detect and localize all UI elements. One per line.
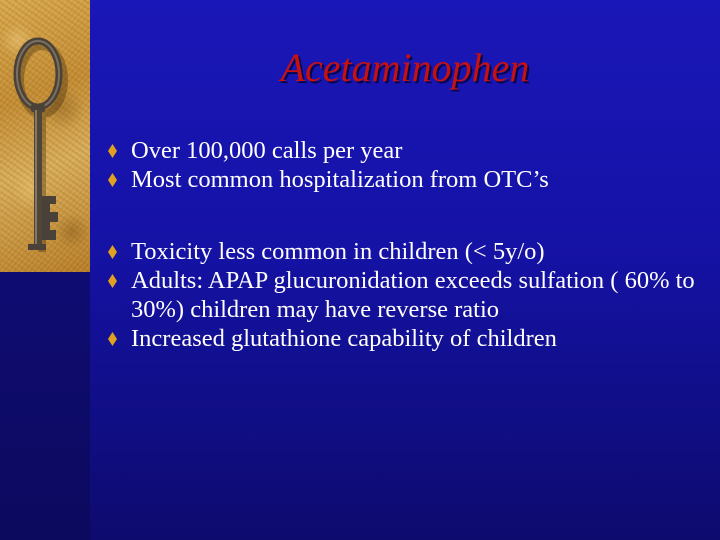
bullet-item: [108, 136, 708, 165]
key-image: [0, 0, 90, 272]
bullet-text: Adults: APAP glucuronidation exceeds sulfation ( 60% to 30%) children may have reverse ratio: [131, 267, 695, 323]
bullet-text: Most common hospitalization from OTC’s: [131, 166, 549, 193]
bullet-item: [108, 324, 708, 353]
old-key-icon: [0, 0, 90, 272]
diamond-bullet-icon: [108, 173, 117, 187]
bullet-text: Over 100,000 calls per year: [131, 137, 403, 164]
bullet-text: Toxicity less common in children (< 5y/o): [131, 238, 545, 265]
slide-title: Acetaminophen: [280, 45, 530, 90]
diamond-bullet-icon: [108, 245, 117, 259]
bullet-item: [108, 266, 708, 324]
bullet-item: [108, 165, 708, 194]
bullet-list: [108, 136, 708, 353]
bullet-item: [108, 237, 708, 266]
diamond-bullet-icon: [108, 332, 117, 346]
diamond-bullet-icon: [108, 274, 117, 288]
bullet-text: Increased glutathione capability of children: [131, 325, 557, 352]
diamond-bullet-icon: [108, 144, 117, 158]
